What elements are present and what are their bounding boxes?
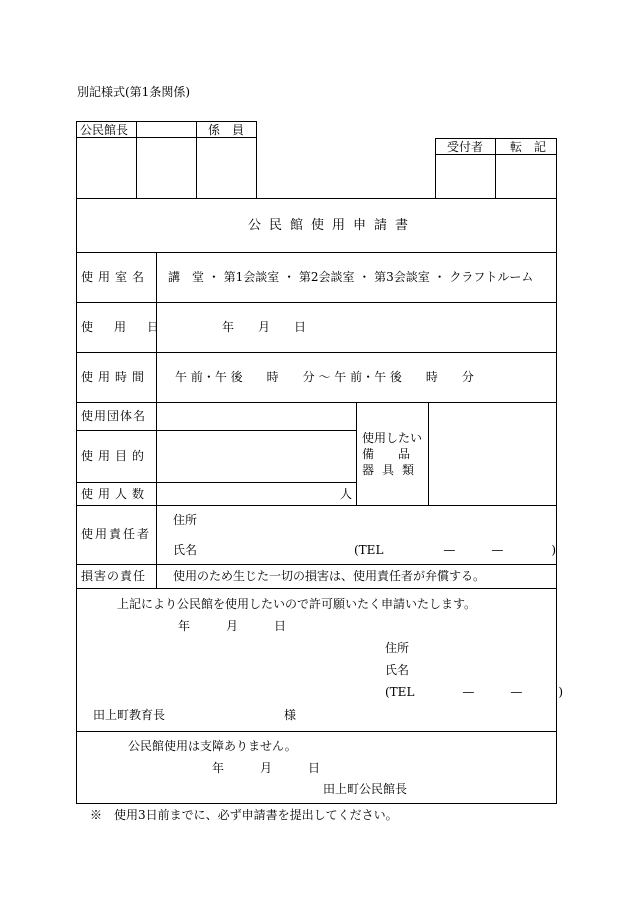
- approval-date[interactable]: 年 月 日: [212, 761, 321, 775]
- equipment-label-3: 器具類: [362, 463, 423, 477]
- application-address-label: 住所: [385, 641, 410, 655]
- damage-text: 使用のため生じた一切の損害は、使用責任者が弁償する。: [173, 569, 486, 583]
- purpose-label: 使用目的: [81, 449, 150, 463]
- time-value[interactable]: 午 前・午 後 時 分 〜 午 前・午 後 時 分: [175, 370, 474, 384]
- responsible-label: 使用責任者: [81, 527, 152, 541]
- responsible-tel-label: (TEL — — ): [354, 543, 557, 557]
- purpose-input[interactable]: [160, 434, 350, 478]
- form-label: 別記様式(第1条関係): [77, 85, 190, 99]
- group-input[interactable]: [160, 406, 350, 426]
- date-value[interactable]: 年 月 日: [222, 320, 307, 334]
- approval-signer: 田上町公民館長: [323, 782, 408, 796]
- application-tel-label: (TEL — — ): [385, 685, 564, 699]
- count-label: 使用人数: [81, 487, 150, 501]
- receiver-label: 受付者: [447, 140, 484, 154]
- date-label: 使用日: [81, 320, 181, 334]
- responsible-name-label: 氏名: [173, 543, 198, 557]
- staff-label: 係 員: [208, 123, 245, 137]
- application-name-label: 氏名: [385, 663, 410, 677]
- addressee: 田上町教育長: [93, 708, 166, 722]
- count-unit: 人: [340, 487, 353, 501]
- director-label: 公民館長: [80, 123, 129, 137]
- room-label: 使用室名: [81, 270, 150, 284]
- damage-label: 損害の責任: [81, 569, 147, 583]
- application-date[interactable]: 年 月 日: [178, 619, 287, 633]
- equipment-label-1: 使用したい: [362, 431, 423, 445]
- honorific: 様: [284, 708, 297, 722]
- room-options[interactable]: 講 堂 ・ 第1会談室 ・ 第2会談室 ・ 第3会談室 ・ クラフトルーム: [168, 270, 534, 284]
- equipment-label-2: 備 品: [362, 447, 411, 461]
- application-statement: 上記により公民館を使用したいので許可願いたく申請いたします。: [117, 597, 477, 611]
- transfer-label: 転 記: [510, 140, 547, 154]
- footnote: ※ 使用3日前までに、必ず申請書を提出してください。: [90, 808, 398, 822]
- responsible-address-label: 住所: [173, 513, 198, 527]
- group-label: 使用団体名: [81, 409, 147, 423]
- time-label: 使用時間: [81, 370, 150, 384]
- form-title: 公民館使用申請書: [248, 218, 417, 233]
- equipment-input[interactable]: [432, 406, 552, 502]
- approval-statement: 公民館使用は支障ありません。: [128, 739, 297, 753]
